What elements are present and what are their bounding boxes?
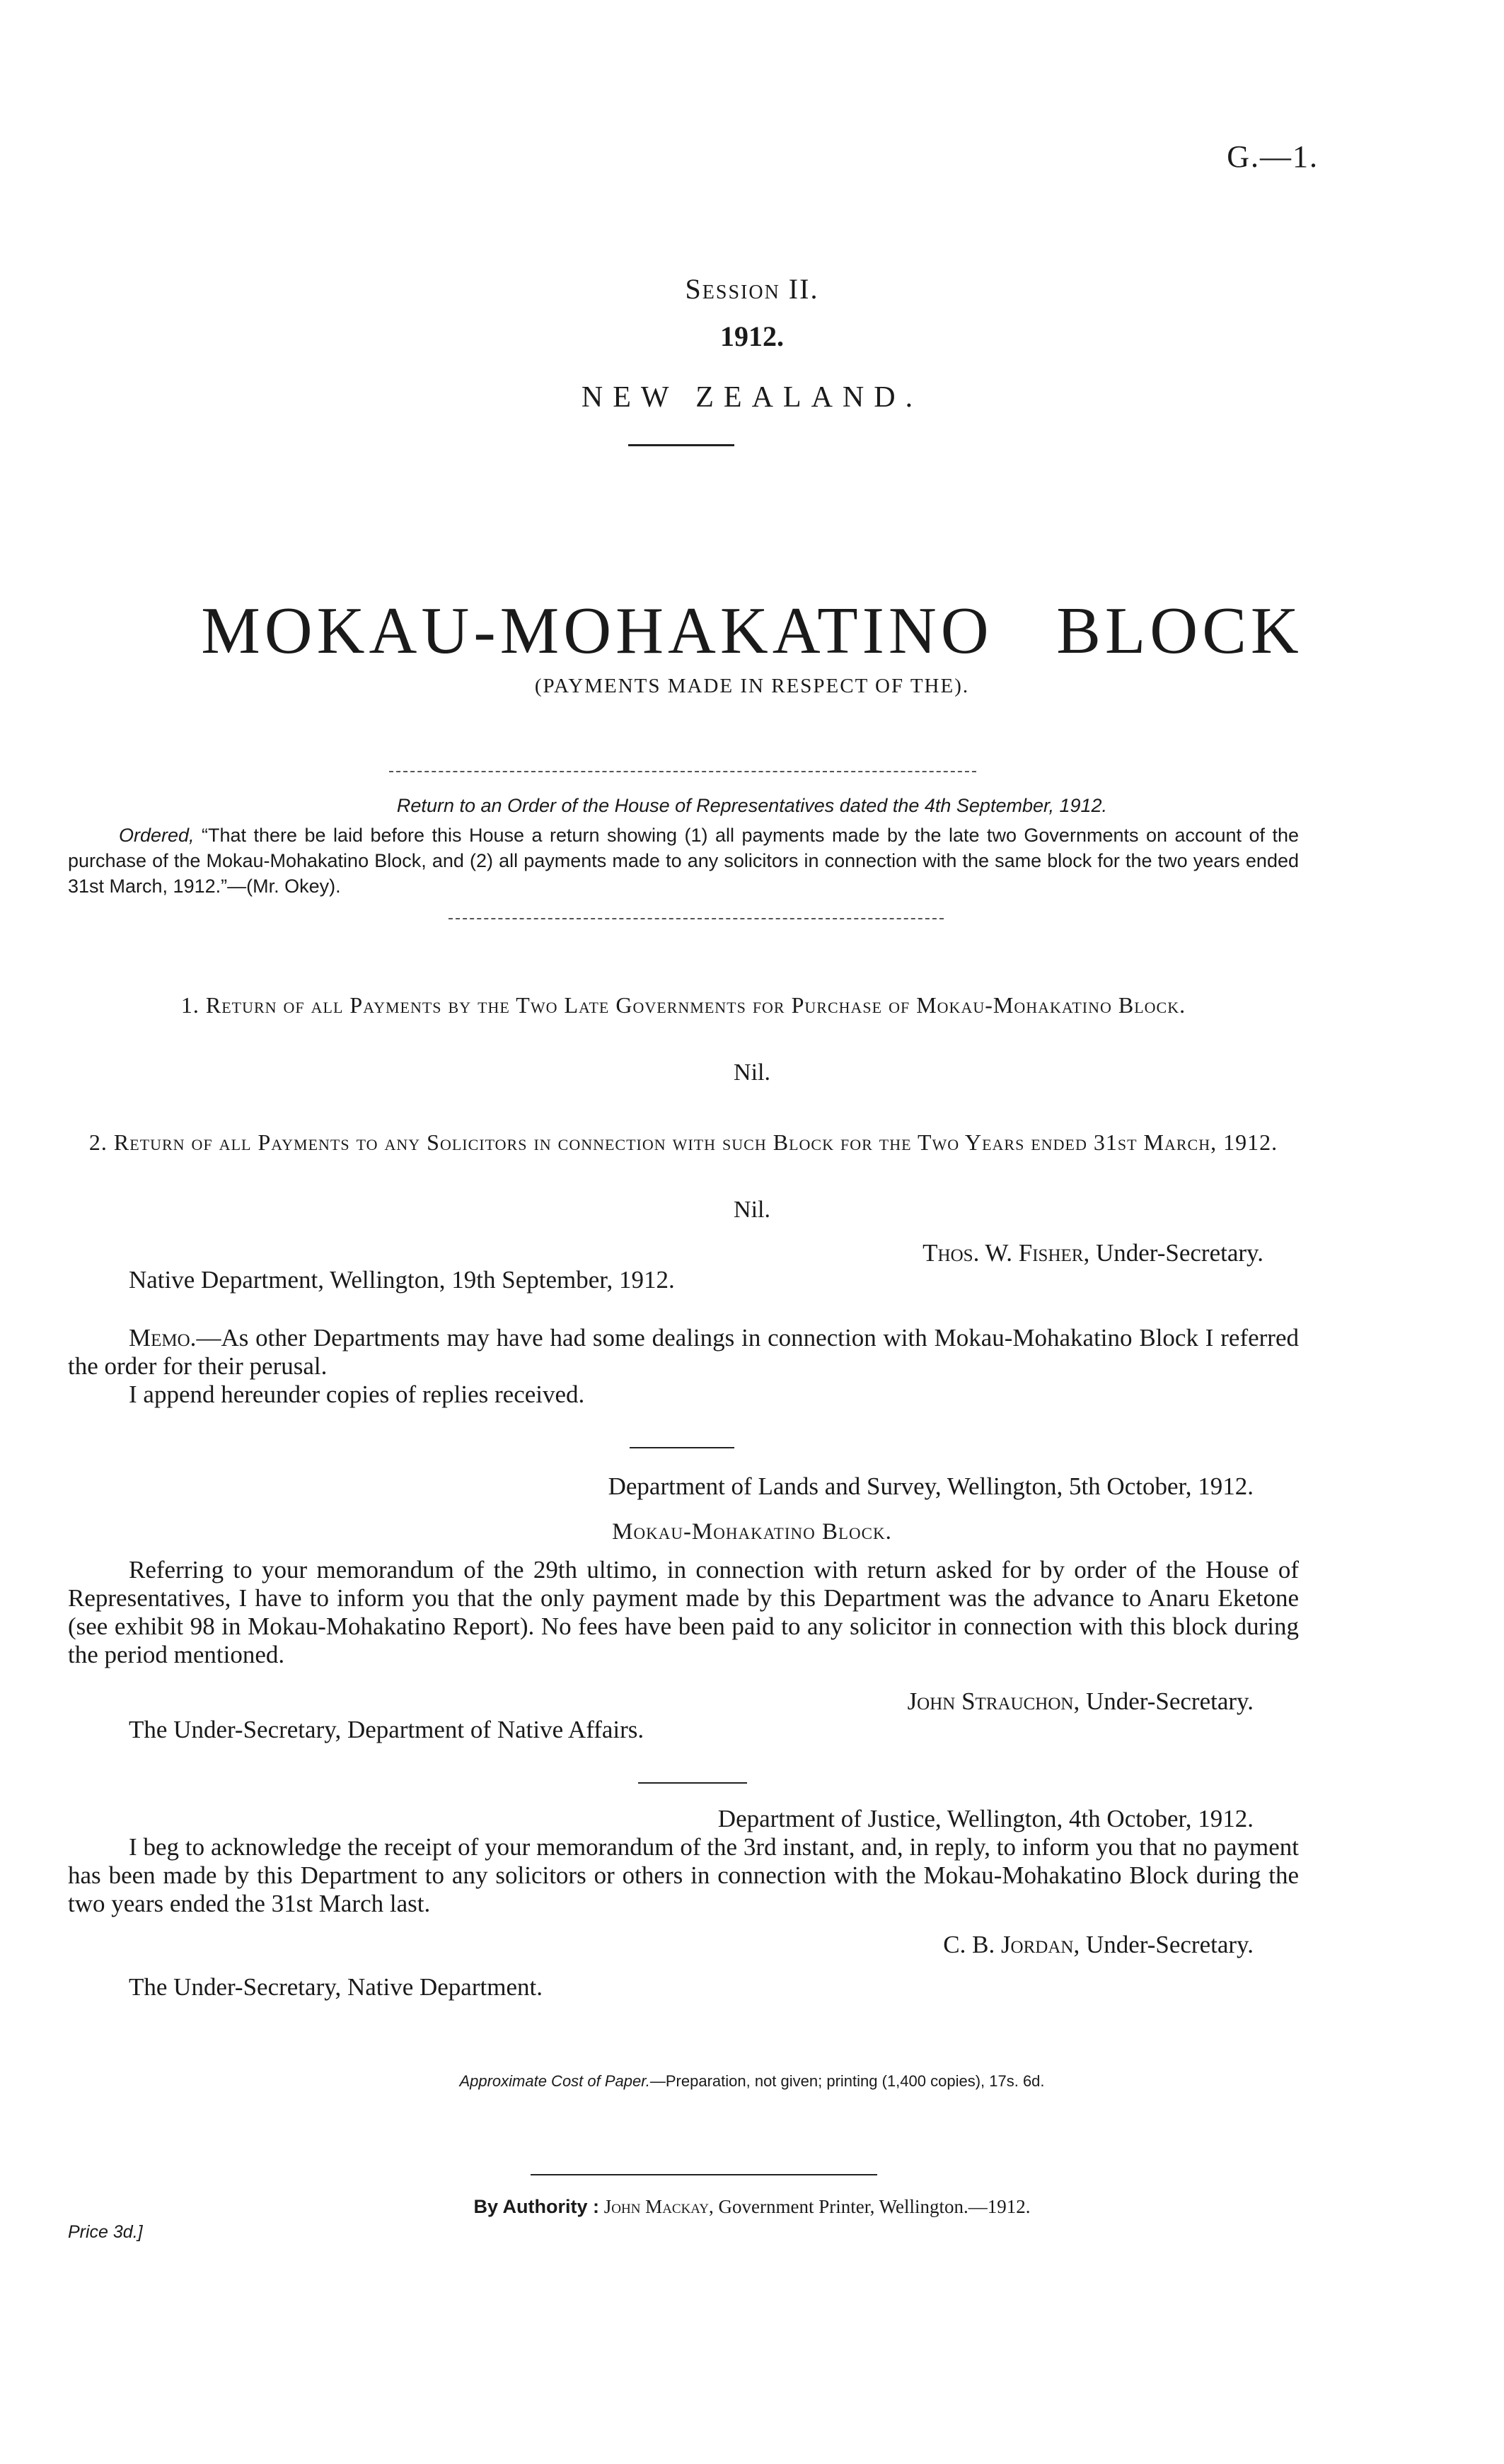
item-1-value: Nil. — [734, 1059, 770, 1086]
page-title: MOKAU-MOHAKATINO BLOCK — [201, 594, 1303, 668]
printer-imprint — [0, 2196, 1504, 2218]
return-order-line: Return to an Order of the House of Representatives dated the 4th September, 1912. — [396, 795, 1108, 816]
year-label: 1912. — [720, 320, 784, 352]
signer-name: John Strauchon — [907, 1687, 1074, 1715]
item-1-heading: 1. Return of all Payments by the Two Late Governments for Purchase of Mokau-Mohakatino Block. — [180, 992, 1186, 1018]
signature-fisher — [922, 1239, 1263, 1267]
cost-of-paper-note — [0, 2072, 1504, 2091]
lands-letter — [68, 1556, 1299, 1669]
justice-dateline: Department of Justice, Wellington, 4th October, 1912. — [717, 1805, 1254, 1832]
divider-rule — [389, 771, 976, 772]
printer-name: John Mackay — [603, 2196, 710, 2217]
signature-strauchon — [908, 1687, 1254, 1716]
divider-rule — [638, 1782, 747, 1784]
signer-name: Thos. W. Fisher — [922, 1239, 1084, 1267]
signer-title: , Under-Secretary. — [1073, 1931, 1254, 1958]
justice-addressee: The Under-Secretary, Native Department. — [129, 1973, 543, 2001]
country-label: NEW ZEALAND. — [581, 381, 923, 414]
lands-body-text: Referring to your memorandum of the 29th ultimo, in connection with return asked for by order of the House of Representatives, I have to inform you that the only payment made by this Department was the advance to Anaru Eketone (see exhibit 98 in Mokau-Mohakatino Report). No fees have been paid to any solicitor in connection with this block during the period mentioned. — [68, 1556, 1299, 1668]
ordered-paragraph — [68, 823, 1299, 899]
authority-label: By Authority : — [473, 2196, 600, 2217]
printer-rest: , Government Printer, Wellington.—1912. — [709, 2196, 1031, 2217]
divider-rule — [630, 1447, 734, 1448]
memo-label: Memo. — [129, 1324, 197, 1352]
signer-name: C. B. Jordan — [943, 1931, 1074, 1958]
price-label: Price 3d.] — [68, 2222, 143, 2242]
signature-jordan — [943, 1931, 1254, 1959]
document-reference: G.—1. — [1227, 139, 1319, 174]
justice-letter — [68, 1833, 1299, 1918]
cost-label: Approximate Cost of Paper. — [459, 2072, 650, 2090]
memo-append: I append hereunder copies of replies received. — [129, 1381, 585, 1408]
divider-rule — [531, 2174, 877, 2175]
signer-title: , Under-Secretary. — [1073, 1687, 1254, 1715]
native-department-dateline: Native Department, Wellington, 19th September, 1912. — [129, 1266, 675, 1294]
item-2-heading: 2. Return of all Payments to any Solicitors in connection with such Block for the Two Years ended 31st March, 1912. — [88, 1129, 1278, 1155]
page-subtitle: (PAYMENTS MADE IN RESPECT OF THE). — [534, 675, 970, 697]
lands-subject: Mokau-Mohakatino Block. — [612, 1519, 892, 1545]
ordered-mover: —(Mr. Okey). — [227, 876, 341, 897]
justice-body-text: I beg to acknowledge the receipt of your memorandum of the 3rd instant, and, in reply, to inform you that no payment has been made by this Department to any solicitors or others in connection with the Mokau-Mohakatino Block during the two years ended the 31st March last. — [68, 1833, 1299, 1917]
ordered-label: Ordered, — [119, 825, 195, 846]
lands-addressee: The Under-Secretary, Department of Native Affairs. — [129, 1716, 644, 1743]
lands-dateline: Department of Lands and Survey, Wellington, 5th October, 1912. — [608, 1472, 1254, 1500]
divider-rule — [628, 444, 734, 446]
session-label: Session II. — [685, 273, 819, 305]
divider-rule — [449, 918, 944, 919]
ordered-text: “That there be laid before this House a return showing (1) all payments made by the late two Governments on account of the purchase of the Mokau-Mohakatino Block, and (2) all payments made to any solicitors in connection with the same block for the two years ended 31st March, 1912.” — [68, 825, 1299, 897]
memo-text: —As other Departments may have had some dealings in connection with Mokau-Mohakatino Block I referred the order for their perusal. — [68, 1324, 1299, 1380]
signer-title: , Under-Secretary. — [1083, 1239, 1263, 1267]
item-2-value: Nil. — [734, 1197, 770, 1223]
cost-text: —Preparation, not given; printing (1,400 copies), 17s. 6d. — [649, 2072, 1045, 2090]
memo-paragraph — [68, 1324, 1299, 1409]
